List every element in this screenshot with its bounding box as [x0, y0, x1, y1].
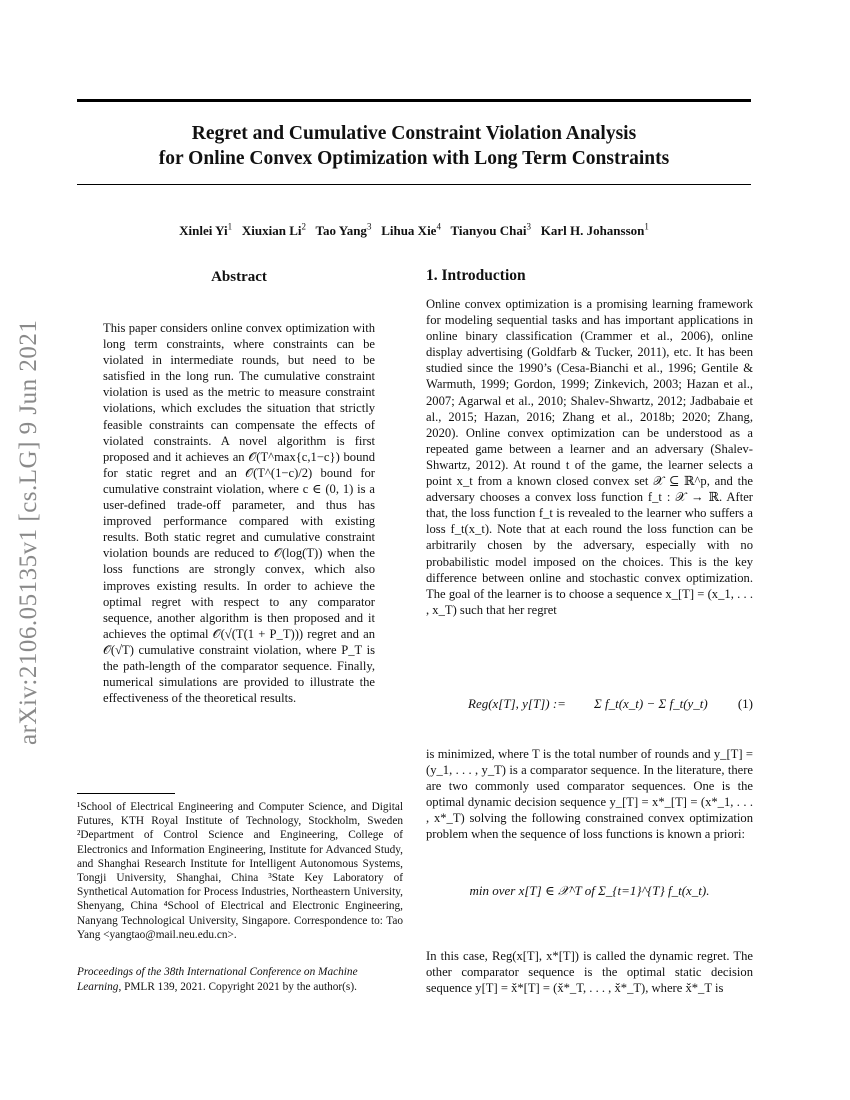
proceedings-note — [77, 965, 403, 994]
abstract-heading: Abstract — [211, 269, 267, 285]
title-line-2: for Online Convex Optimization with Long Term Constraints — [158, 148, 670, 169]
introduction-heading: 1. Introduction — [426, 267, 526, 284]
author: Tianyou Chai$^3$ — [450, 222, 531, 239]
author-list — [77, 222, 751, 239]
intro-paragraph-3: In this case, Reg(x[T], x*[T]) is called the dynamic regret. The other comparator sequence is the optimal static decision sequence y[T] = x̌*[T] = (x̌*_T, . . . , x̌*_T), where x̌*_T is — [426, 949, 753, 996]
top-rule — [77, 99, 751, 102]
paper-title — [77, 121, 751, 171]
intro-paragraph-2: is minimized, where T is the total number of rounds and y_[T] = (y_1, . . . , y_T) is a comparator sequence. In the literature, there are two commonly used comparator sequences. One is the optimal dynamic decision sequence y_[T] = x*_[T] = (x*_1, . . . , x*_T) solving the following constrained convex optimization problem when the sequence of loss functions is known a priori: — [426, 747, 753, 842]
author: Xinlei Yi$^1$ — [179, 222, 233, 239]
title-line-1: Regret and Cumulative Constraint Violation Analysis — [191, 123, 637, 144]
equation-lhs: Reg(x[T], y[T]) := — [468, 696, 566, 711]
author: Lihua Xie$^4$ — [381, 222, 441, 239]
author: Karl H. Johansson$^1$ — [540, 222, 649, 239]
proceedings-venue: Proceedings of the 38th International Conference on Machine Learning — [77, 966, 358, 993]
proceedings-copyright: , PMLR 139, 2021. Copyright 2021 by the author(s). — [118, 980, 357, 993]
title-bottom-rule — [77, 184, 751, 185]
abstract-text: This paper considers online convex optimization with long term constraints, where constraints can be violated in intermediate rounds, but need to be satisfied in the long run. The cumulative constraint violation is used as the metric to measure constraint violations, which excludes the situation that strictly feasible constraints can compensate the effects of violated constraints. A novel algorithm is first proposed and it achieves an 𝒪(T^max{c,1−c}) bound for static regret and an 𝒪(T^(1−c)/2) bound for cumulative constraint violation, where c ∈ (0, 1) is a user-defined trade-off parameter, and thus has improved performance compared with existing results. Both static regret and cumulative constraint violation bounds are reduced to 𝒪(log(T)) when the loss functions are strongly convex, which also improves existing results. In order to achieve the optimal regret with respect to any comparator sequence, another algorithm is then proposed and it achieves the optimal 𝒪(√(T(1 + P_T))) regret and an 𝒪(√T) cumulative constraint violation, where P_T is the path-length of the comparator sequence. Finally, numerical simulations are provided to illustrate the effectiveness of the theoretical results. — [103, 321, 375, 706]
arxiv-identifier-stamp[interactable]: arXiv:2106.05135v1 [cs.LG] 9 Jun 2021 — [15, 319, 42, 745]
footnote-rule — [77, 793, 175, 794]
author: Xiuxian Li$^2$ — [241, 222, 306, 239]
intro-paragraph-1: Online convex optimization is a promising learning framework for modeling sequential tasks and has important applications in online binary classification (Crammer et al., 2006), online display advertising (Goldfarb & Tucker, 2011), etc. It has been studied since the 1990’s (Cesa-Bianchi et al., 1996; Gentile & Warmuth, 1999; Gordon, 1999; Zinkevich, 2003; Hazan et al., 2007; Agarwal et al., 2010; Shalev-Shwartz, 2012; Jadbabaie et al., 2015; Hazan, 2016; Zhang et al., 2018b; 2020; Zhang, 2020). Online convex optimization can be understood as a repeated game between a learner and an adversary (Shalev-Shwartz, 2012). At round t of the game, the learner selects a point x_t from a known closed convex set 𝒳 ⊆ ℝ^p, and the adversary chooses a convex loss function f_t : 𝒳 → ℝ. After that, the loss function f_t is revealed to the learner who suffers a loss f_t(x_t). Note that at each round the loss function can be arbitrarily chosen by the adversary, especially with no probabilistic model imposed on the choices. This is the key difference between online and stochastic convex optimization. The goal of the learner is to choose a sequence x_[T] = (x_1, . . . , x_T) such that her regret — [426, 297, 753, 617]
regret-equation — [426, 686, 753, 730]
affiliation-footnotes: ¹School of Electrical Engineering and Computer Science, and Digital Futures, KTH Royal Institute of Technology, Stockholm, Sweden ²Department of Control Science and Engineering, College of Electronics and Information Engineering, Institute for Advanced Study, and Shanghai Research Institute for Intelligent Autonomous Systems, Tongji University, Shanghai, China ³State Key Laboratory of Synthetical Automation for Process Industries, Northeastern University, Shenyang, China ⁴School of Electrical and Electronic Engineering, Nanyang Technological University, Singapore. Correspondence to: Tao Yang <yangtao@mail.neu.edu.cn>. — [77, 801, 403, 941]
equation-number: (1) — [737, 696, 753, 711]
dynamic-decision-equation: min over x[T] ∈ 𝒳^T of Σ_{t=1}^{T} f_t(x_t). — [469, 883, 710, 898]
equation-rhs: Σ f_t(x_t) − Σ f_t(y_t) — [594, 696, 708, 711]
author: Tao Yang$^3$ — [315, 222, 372, 239]
